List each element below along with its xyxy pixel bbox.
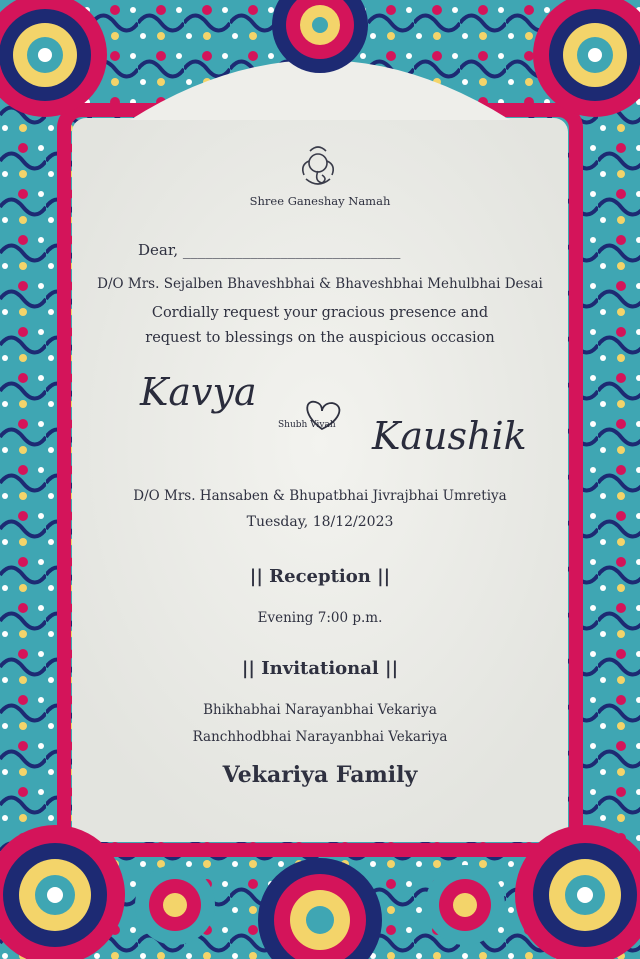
emblem-text: Shubh Vivah [278,420,336,430]
reception-heading: || Reception || [249,566,391,587]
request-line-1: Cordially request your gracious presence and [151,305,489,321]
groom-parents-text: D/O Mrs. Hansaben & Bhupatbhai Jivrajbhai Umretiya [133,488,507,504]
invitational-heading: || Invitational || [241,658,399,679]
groom-name: Kaushik [372,414,527,458]
inviter-2: Ranchhodbhai Narayanbhai Vekariya [192,729,448,745]
paisley-flower-icon [425,865,505,945]
dear-line: Dear, _____________________________ [138,241,401,259]
request-line-2: request to blessings on the auspicious occasion [145,330,495,346]
paisley-flower-icon [135,865,215,945]
bride-name: Kavya [140,370,257,414]
family-name: Vekariya Family [222,762,418,788]
bride-parents-text: D/O Mrs. Sejalben Bhaveshbhai & Bhaveshbhai Mehulbhai Desai [97,276,543,292]
invocation-text: Shree Ganeshay Namah [249,194,391,208]
inviter-1: Bhikhabhai Narayanbhai Vekariya [203,702,437,718]
event-date: Tuesday, 18/12/2023 [246,514,394,530]
reception-time: Evening 7:00 p.m. [257,610,383,626]
